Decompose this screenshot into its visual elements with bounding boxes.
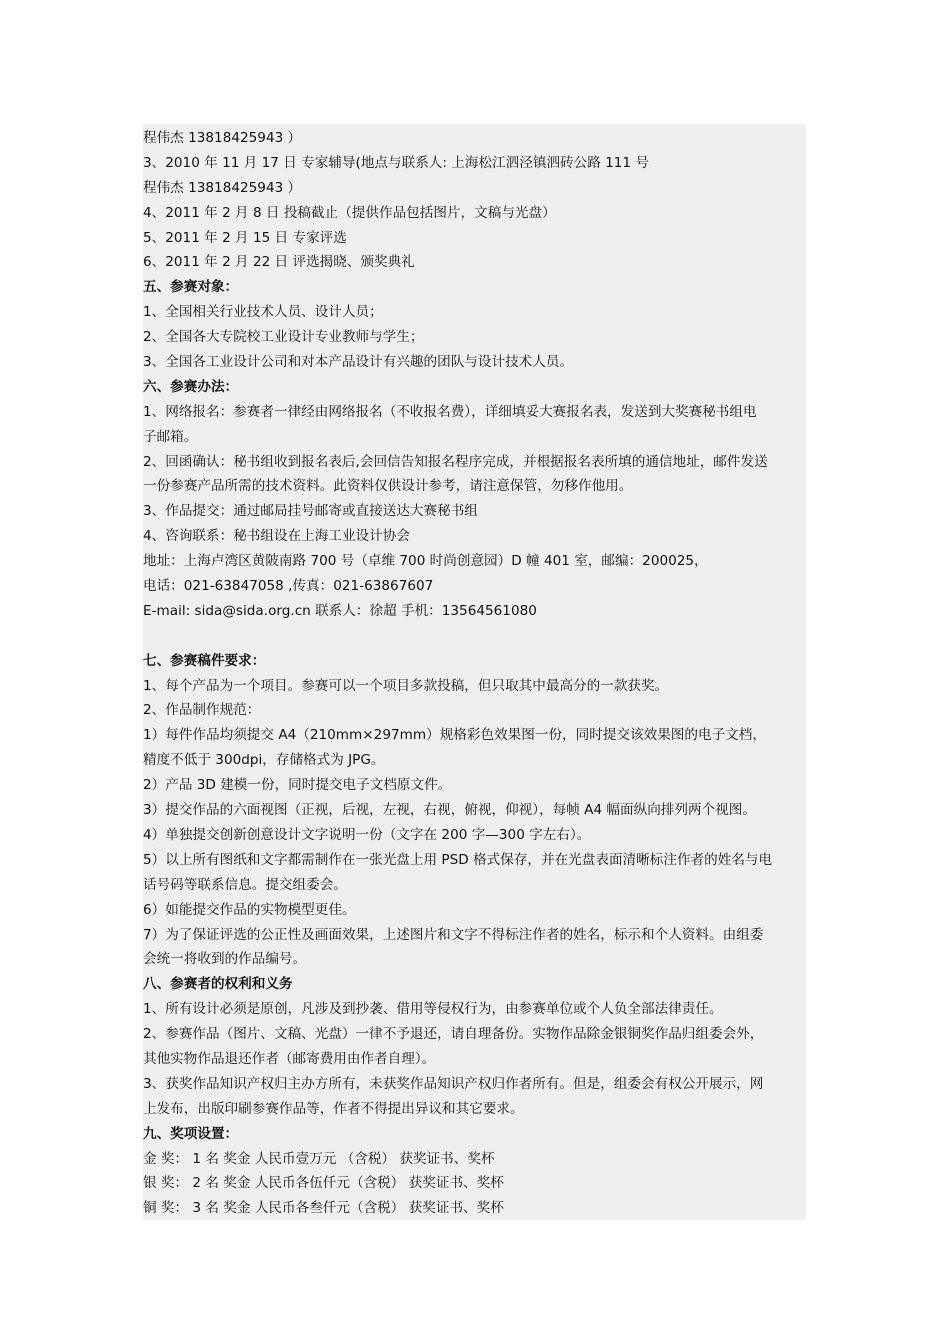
- text-line: 2、回函确认：秘书组收到报名表后,会回信告知报名程序完成，并根据报名表所填的通信地址，邮件发送: [143, 453, 768, 470]
- text-line: 5）以上所有图纸和文字都需制作在一张光盘上用 PSD 格式保存，并在光盘表面清晰标注作者的姓名与电: [143, 851, 773, 868]
- text-line: 3、2010 年 11 月 17 日 专家辅导(地点与联系人: 上海松江泗泾镇泗砖公路 111 号: [143, 154, 649, 171]
- text-line: 银 奖： 2 名 奖金 人民币各伍仟元（含税） 获奖证书、奖杯: [143, 1175, 504, 1192]
- text-line: 精度不低于 300dpi，存储格式为 JPG。: [143, 752, 385, 769]
- text-line: 话号码等联系信息。提交组委会。: [143, 876, 347, 893]
- text-line: 铜 奖： 3 名 奖金 人民币各叁仟元（含税） 获奖证书、奖杯: [143, 1200, 504, 1217]
- text-line: 地址：上海卢湾区黄陂南路 700 号（卓维 700 时尚创意园）D 幢 401 室，邮编：200025，: [143, 553, 708, 570]
- text-line: 上发布，出版印刷参赛作品等，作者不得提出异议和其它要求。: [143, 1100, 524, 1117]
- text-line: 6、2011 年 2 月 22 日 评选揭晓、颁奖典礼: [143, 254, 415, 271]
- text-line: 3、作品提交：通过邮局挂号邮寄或直接送达大赛秘书组: [143, 503, 478, 520]
- text-line: 4）单独提交创新创意设计文字说明一份（文字在 200 字—300 字左右）。: [143, 826, 591, 843]
- text-line: 一份参赛产品所需的技术资料。此资料仅供设计参考，请注意保管，勿移作他用。: [143, 478, 633, 495]
- text-line: 3、全国各工业设计公司和对本产品设计有兴趣的团队与设计技术人员。: [143, 354, 574, 371]
- document-body: [143, 124, 806, 1220]
- text-line: 程伟杰 13818425943 ）: [143, 130, 302, 146]
- text-line: 其他实物作品退还作者（邮寄费用由作者自理）。: [143, 1050, 436, 1067]
- section-heading: 八、参赛者的权利和义务: [143, 976, 293, 993]
- text-line: 2）产品 3D 建模一份，同时提交电子文档原文件。: [143, 777, 452, 794]
- text-line: 2、作品制作规范：: [143, 702, 261, 719]
- text-line: 1、每个产品为一个项目。参赛可以一个项目多款投稿，但只取其中最高分的一款获奖。: [143, 677, 669, 694]
- section-heading: 九、奖项设置：: [143, 1125, 239, 1142]
- section-heading: 七、参赛稿件要求：: [143, 652, 266, 669]
- blank-line: [143, 624, 806, 649]
- text-line: 2、全国各大专院校工业设计专业教师与学生；: [143, 329, 424, 346]
- section-heading: 五、参赛对象：: [143, 279, 239, 296]
- text-line: 6）如能提交作品的实物模型更佳。: [143, 901, 356, 918]
- text-line: 5、2011 年 2 月 15 日 专家评选: [143, 229, 347, 246]
- text-line: 1、全国相关行业技术人员、设计人员；: [143, 304, 383, 321]
- text-line: 程伟杰 13818425943 ）: [143, 179, 302, 196]
- text-line: 3）提交作品的六面视图（正视，后视，左视，右视，俯视，仰视），每帧 A4 幅面纵向排列两个视图。: [143, 802, 756, 819]
- text-line: 7）为了保证评选的公正性及画面效果，上述图片和文字不得标注作者的姓名，标示和个人资料。由组委: [143, 926, 764, 943]
- text-line: 1、网络报名：参赛者一律经由网络报名（不收报名费），详细填妥大赛报名表，发送到大奖赛秘书组电: [143, 403, 757, 420]
- text-line: 4、2011 年 2 月 8 日 投稿截止（提供作品包括图片，文稿与光盘）: [143, 204, 556, 221]
- text-line: 会统一将收到的作品编号。: [143, 951, 307, 968]
- section-heading: 六、参赛办法：: [143, 378, 239, 395]
- text-line: 电话：021-63847058 ,传真：021-63867607: [143, 578, 434, 595]
- text-line: 子邮箱。: [143, 428, 198, 445]
- text-line: 金 奖： 1 名 奖金 人民币壹万元 （含税） 获奖证书、奖杯: [143, 1150, 495, 1167]
- text-line: 1）每件作品均须提交 A4（210mm×297mm）规格彩色效果图一份，同时提交该效果图的电子文档，: [143, 727, 766, 744]
- text-line: 4、咨询联系：秘书组设在上海工业设计协会: [143, 528, 410, 545]
- text-line: 3、获奖作品知识产权归主办方所有，未获奖作品知识产权归作者所有。但是，组委会有权公开展示，网: [143, 1075, 764, 1092]
- text-line: 1、所有设计必须是原创，凡涉及到抄袭、借用等侵权行为，由参赛单位或个人负全部法律责任。: [143, 1001, 723, 1018]
- text-line: 2、参赛作品（图片、文稿、光盘）一律不予退还，请自理备份。实物作品除金银铜奖作品归组委会外，: [143, 1026, 764, 1043]
- text-line: E-mail: sida@sida.org.cn 联系人：徐超 手机：13564561080: [143, 602, 537, 619]
